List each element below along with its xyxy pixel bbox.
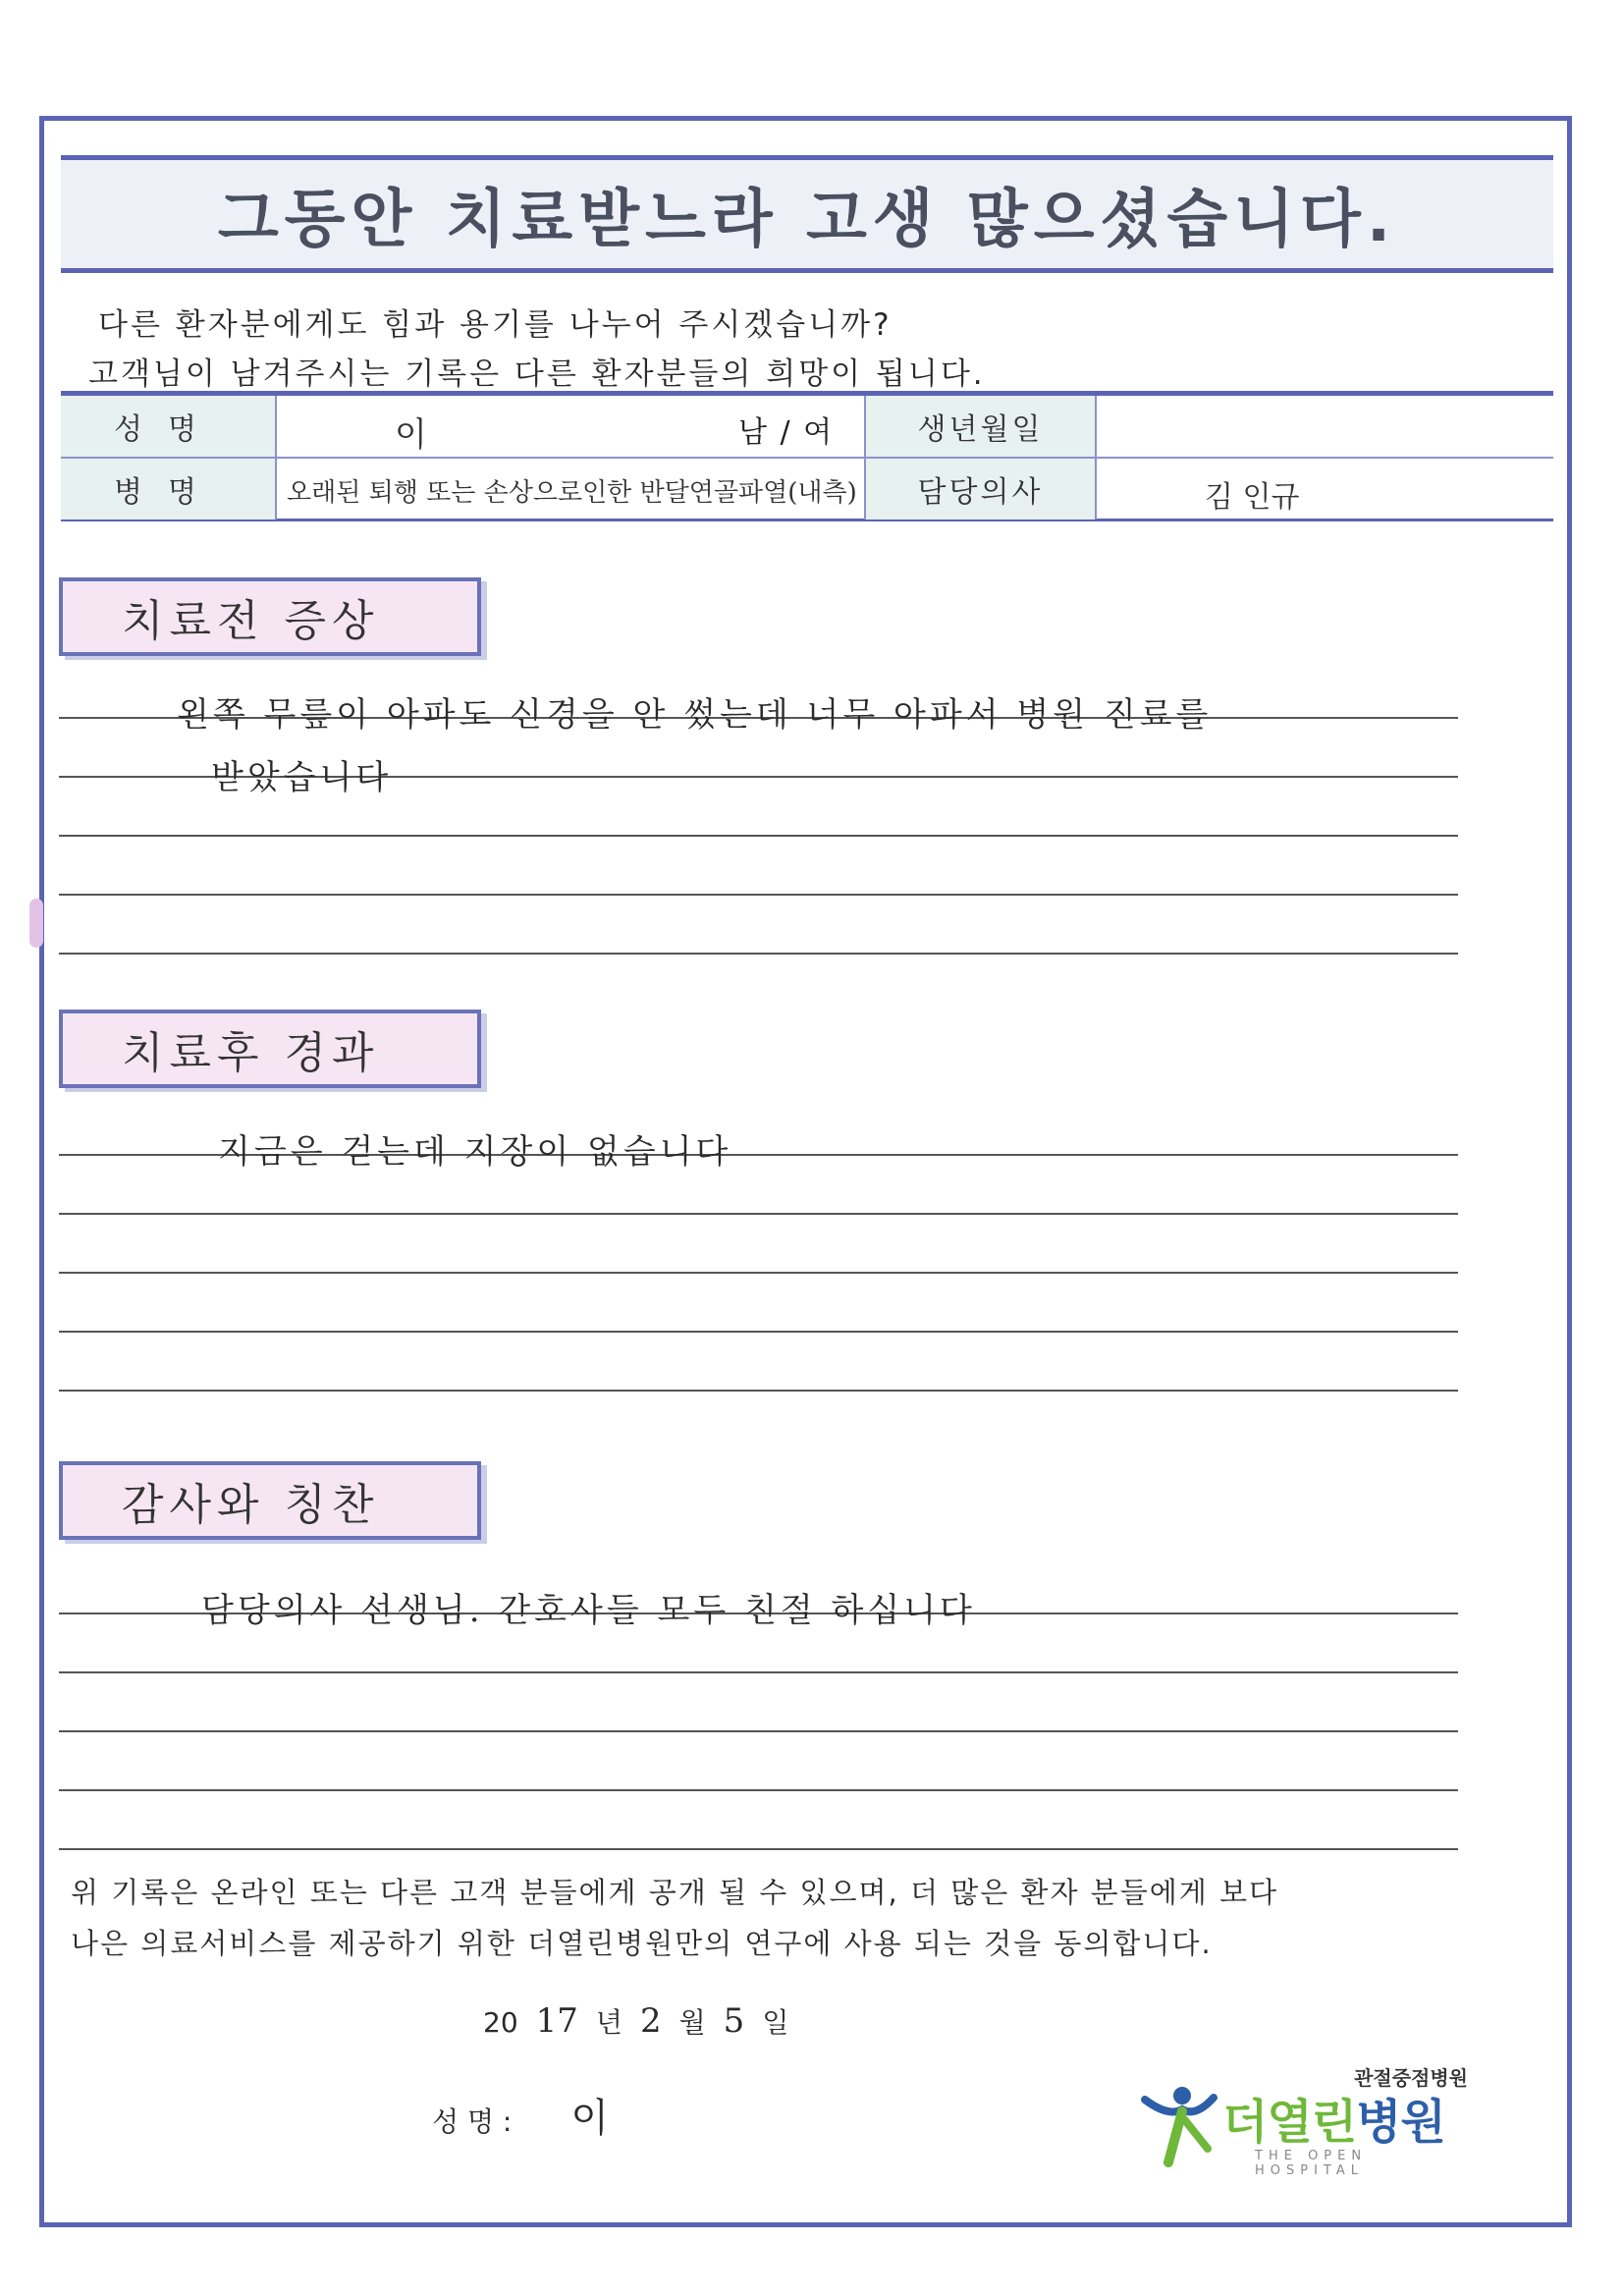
date-year: 17 xyxy=(535,2001,578,2041)
section-heading-before: 치료전 증상 xyxy=(59,577,481,656)
ruled-line xyxy=(59,894,1458,896)
doctor-value: 김 인규 xyxy=(1205,480,1300,515)
logo-name-blue: 병원 xyxy=(1356,2095,1445,2150)
title-bar xyxy=(61,155,1553,273)
date-day-unit: 일 xyxy=(762,2006,789,2039)
disease-label: 병명 xyxy=(61,459,277,519)
intro-line-1: 다른 환자분에게도 힘과 용기를 나누어 주시겠습니까? xyxy=(98,307,893,343)
binder-mark xyxy=(29,899,43,948)
ruled-line xyxy=(59,1671,1458,1673)
disease-value: 오래된 퇴행 또는 손상으로인한 반달연골파열(내측) xyxy=(287,478,857,508)
signature-line xyxy=(432,2087,609,2143)
section-heading-after: 치료후 경과 xyxy=(59,1010,481,1088)
birth-label: 생년월일 xyxy=(866,396,1097,457)
date-line xyxy=(483,2001,788,2041)
logo-figure-icon xyxy=(1139,2080,1217,2168)
ruled-line xyxy=(59,1789,1458,1791)
name-value: 이 xyxy=(395,415,427,455)
doctor-label: 담당의사 xyxy=(866,459,1097,519)
thanks-text-line-1: 담당의사 선생님. 간호사들 모두 친절 하십니다 xyxy=(201,1591,976,1630)
intro-line-2: 고객님이 남겨주시는 기록은 다른 환자분들의 희망이 됩니다. xyxy=(88,356,986,392)
logo-english: THE OPEN HOSPITAL xyxy=(1255,2149,1368,2178)
name-cell xyxy=(277,396,866,457)
date-year-unit: 년 xyxy=(595,2006,622,2039)
date-day: 5 xyxy=(723,2001,745,2041)
info-row-name xyxy=(61,396,1553,459)
info-row-disease xyxy=(61,459,1553,519)
disease-cell xyxy=(277,459,866,519)
hospital-logo xyxy=(1139,2062,1478,2178)
ruled-line xyxy=(59,1331,1458,1333)
ruled-line xyxy=(59,1213,1458,1215)
date-month: 2 xyxy=(639,2001,662,2041)
ruled-line xyxy=(59,835,1458,837)
ruled-line xyxy=(59,1390,1458,1392)
before-text-line-2: 받았습니다 xyxy=(211,758,393,797)
signature-label: 성 명 : xyxy=(432,2105,513,2138)
ruled-line xyxy=(59,1272,1458,1274)
logo-name xyxy=(1222,2084,1445,2152)
gender-field: 남 / 여 xyxy=(738,415,835,450)
doctor-cell xyxy=(1097,459,1553,519)
page-title: 그동안 치료받느라 고생 많으셨습니다. xyxy=(217,184,1397,256)
before-text-line-1: 왼쪽 무릎이 아파도 신경을 안 썼는데 너무 아파서 병원 진료를 xyxy=(177,695,1213,735)
date-prefix: 20 xyxy=(483,2006,518,2039)
after-text-line-1: 지금은 걷는데 지장이 없습니다 xyxy=(218,1132,732,1172)
consent-line-1: 위 기록은 온라인 또는 다른 고객 분들에게 공개 될 수 있으며, 더 많은 환자 분들에게 보다 xyxy=(71,1876,1278,1909)
date-month-unit: 월 xyxy=(678,2006,706,2039)
name-label: 성명 xyxy=(61,396,277,457)
ruled-line xyxy=(59,1848,1458,1850)
section-heading-thanks: 감사와 칭찬 xyxy=(59,1461,481,1540)
birth-value xyxy=(1097,396,1553,457)
ruled-line xyxy=(59,953,1458,955)
consent-line-2: 나은 의료서비스를 제공하기 위한 더열린병원만의 연구에 사용 되는 것을 동의합니다. xyxy=(71,1927,1213,1960)
ruled-line xyxy=(59,1730,1458,1732)
logo-subtitle: 관절중점병원 xyxy=(1354,2066,1468,2090)
patient-info-table xyxy=(61,391,1553,521)
signature-value: 이 xyxy=(570,2096,609,2141)
logo-name-green: 더열린 xyxy=(1222,2095,1357,2150)
